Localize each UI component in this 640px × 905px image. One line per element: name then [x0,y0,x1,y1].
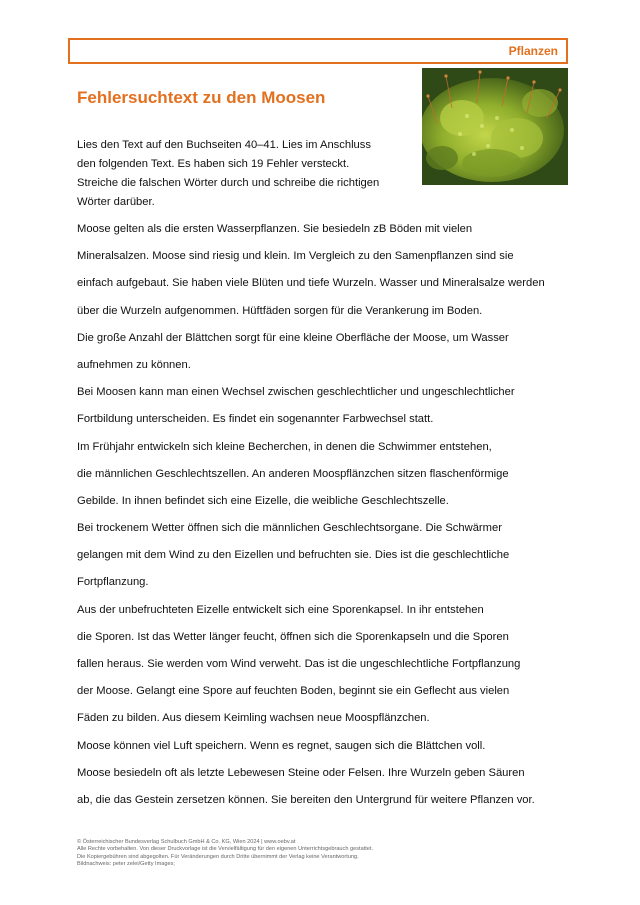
text-line: Im Frühjahr entwickeln sich kleine Becherchen, in denen die Schwimmer entstehen, [77,440,492,453]
text-line: Moose können viel Luft speichern. Wenn es regnet, saugen sich die Blättchen voll. [77,739,486,752]
text-line: Fäden zu bilden. Aus diesem Keimling wachsen neue Moospflänzchen. [77,712,430,725]
text-line: die männlichen Geschlechtszellen. An anderen Moospflänzchen sitzen flaschenförmige [77,467,509,480]
text-line: Aus der unbefruchteten Eizelle entwickelt sich eine Sporenkapsel. In ihr entstehen [77,603,484,616]
text-line: Moose gelten als die ersten Wasserpflanzen. Sie besiedeln zB Böden mit vielen [77,223,473,235]
text-line: aufnehmen zu können. [77,358,191,371]
text-line: Bei Moosen kann man einen Wechsel zwischen geschlechtlicher und ungeschlechtlicher [77,386,515,399]
footer-line: Bildnachweis: peter zelei/Getty Images; [77,861,175,868]
text-line: Moose besiedeln oft als letzte Lebewesen Steine oder Felsen. Ihre Wurzeln geben Säuren [77,766,525,779]
copyright-footer [77,839,577,869]
instruction-line: den folgenden Text. Es haben sich 19 Fehler versteckt. [77,158,350,170]
text-line: Bei trockenem Wetter öffnen sich die männlichen Geschlechtsorgane. Die Schwärmer [77,522,502,535]
instruction-line: Lies den Text auf den Buchseiten 40–41. Lies im Anschluss [77,139,371,151]
text-line: über die Wurzeln aufgenommen. Hüftfäden sorgen für die Verankerung im Boden. [77,304,483,317]
text-line: gelangen mit dem Wind zu den Eizellen und befruchten sie. Dies ist die geschlechtliche [77,549,510,562]
moss-photo [422,68,568,185]
footer-line: Die Kopiergebühren sind abgegolten. Für Veränderungen durch Dritte übernimmt der Verlag keine Verantwortung. [77,853,359,860]
text-line: Mineralsalzen. Moose sind riesig und klein. Im Vergleich zu den Samenpflanzen sind sie [77,250,514,263]
moss-image [422,68,568,185]
header-bar [68,38,568,64]
text-line: Fortpflanzung. [77,576,149,589]
footer-line: © Österreichischer Bundesverlag Schulbuch GmbH & Co. KG, Wien 2024 | www.oebv.at [77,839,296,845]
text-line: einfach aufgebaut. Sie haben viele Blüten und tiefe Wurzeln. Wasser und Mineralsalze werden [77,277,545,290]
instructions [77,136,407,212]
text-line: Die große Anzahl der Blättchen sorgt für eine kleine Oberfläche der Moose, um Wasser [77,331,509,344]
text-line: Gebilde. In ihnen befindet sich eine Eizelle, die weibliche Geschlechtszelle. [77,494,449,507]
text-line: ab, die das Gestein zersetzen können. Sie bereiten den Untergrund für weitere Pflanzen vor. [77,793,535,806]
error-text [77,220,577,818]
instruction-line: Wörter darüber. [77,196,155,208]
text-line: der Moose. Gelangt eine Spore auf feuchten Boden, beginnt sie ein Geflecht aus vielen [77,685,510,698]
text-line: fallen heraus. Sie werden vom Wind verweht. Das ist die ungeschlechtliche Fortpflanzung [77,658,521,670]
subject-label: Pflanzen [508,44,558,58]
instruction-line: Streiche die falschen Wörter durch und schreibe die richtigen [77,177,380,189]
text-line: Fortbildung unterscheiden. Es findet ein sogenannter Farbwechsel statt. [77,413,434,426]
footer-line: Alle Rechte vorbehalten. Von dieser Druckvorlage ist die Vervielfältigung für den eigenen Unterrichtsgebrauch gestattet. [77,846,374,853]
text-line: die Sporen. Ist das Wetter länger feucht, öffnen sich die Sporenkapseln und die Sporen [77,630,509,643]
page-title: Fehlersuchtext zu den Moosen [77,88,326,107]
